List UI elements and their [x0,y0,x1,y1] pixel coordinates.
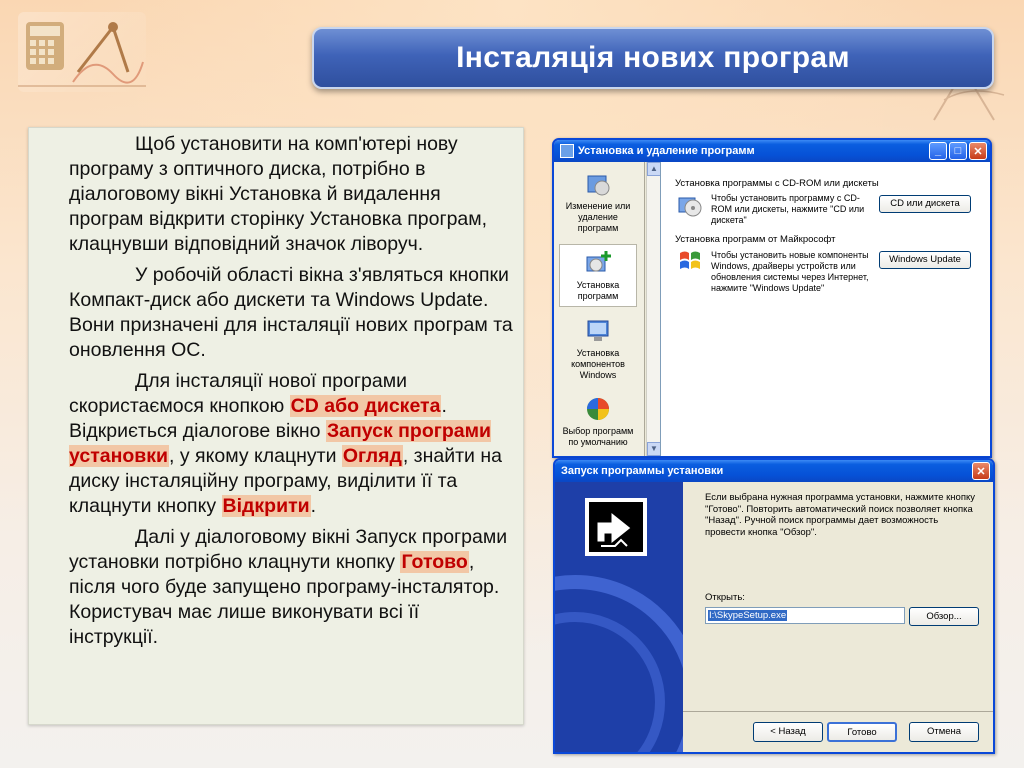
instruction-text-box [28,127,524,725]
maximize-button[interactable]: □ [949,142,967,160]
button-separator [683,711,993,712]
sidebar-item-change-remove[interactable] [559,166,637,238]
text-span: . [310,495,317,517]
ms-section-heading: Установка программ от Майкрософт [675,234,836,245]
windows-components-icon [584,317,612,345]
open-path-value: I:\SkypeSetup.exe [709,610,787,621]
window-title-bar[interactable] [555,460,993,482]
change-remove-programs-icon [584,170,612,198]
cd-section-text: Чтобы установить программу с CD-ROM или дискеты, нажмите "CD или дискета" [711,193,865,225]
windows-update-button[interactable]: Windows Update [879,251,971,269]
window-title: Установка и удаление программ [578,145,755,157]
text-span: . Відкриється діалогове вікно [69,395,447,442]
sidebar-item-label: Изменение или удаление программ [565,201,631,233]
setup-description: Если выбрана нужная программа установки, нажмите кнопку "Готово". Повторить автоматический поиск позволяет кнопка "Назад". Ручной поиск программы дает возможность провести кнопка "Обзор". [705,492,975,538]
paragraph-2: У робочій області вікна з'являться кнопки Компакт-диск або дискети та Windows Update. Вони призначені для інсталяції нових програм та оновлення ОС. [69,264,513,361]
highlight-cd-button: CD або дискета [290,395,441,417]
slide-logo [18,12,146,92]
open-label: Открыть: [705,592,745,603]
close-button[interactable]: ✕ [969,142,987,160]
open-path-input[interactable] [705,607,905,624]
cancel-button[interactable]: Отмена [909,722,979,742]
cd-or-floppy-button[interactable]: CD или дискета [879,195,971,213]
minimize-button[interactable]: _ [929,142,947,160]
paragraph-4 [69,525,513,650]
setup-wizard-art [555,482,683,752]
text-span: , після чого буде запущено програму-інсталятор. Користувач має лише виконувати всі її інструкції. [69,551,500,648]
scroll-down-icon[interactable]: ▼ [647,442,661,456]
finish-button[interactable]: Готово [827,722,897,742]
sidebar-item-add-programs[interactable] [559,244,637,307]
paragraph-1: Щоб установити на комп'ютері нову програму з оптичного диска, потрібно в діалоговому вікні Установка й видалення програм відкрити сторінку Установка програм, клацнувши відповідний значок ліворуч. [69,133,488,255]
sidebar [554,162,645,456]
windows-logo-icon [677,248,703,274]
highlight-open: Відкрити [222,495,310,517]
sidebar-scrollbar[interactable] [646,162,661,456]
browse-button[interactable]: Обзор... [909,607,979,626]
run-setup-window [553,458,995,754]
close-button[interactable]: ✕ [972,462,990,480]
dialog-body [683,482,993,752]
default-programs-icon [584,395,612,423]
sidebar-item-windows-components[interactable] [559,313,637,385]
sidebar-item-label: Выбор программ по умолчанию [562,426,634,447]
ms-section-text: Чтобы установить новые компоненты Windows, драйверы устройств или обновления системы через Интернет, нажмите "Windows Update" [711,250,869,293]
text-span: , у якому клацнути [169,445,342,467]
paragraph-3 [69,369,513,519]
highlight-finish: Готово [401,551,468,573]
text-span: , знайти на диску інсталяційну програму, виділити її та клацнути кнопку [69,445,502,517]
text-span: Далі у діалоговому вікні Запуск програми установки потрібно клацнути кнопку [69,526,508,573]
window-app-icon [560,144,574,158]
add-programs-icon [584,249,612,277]
highlight-run-setup: Запуск програми установки [69,420,492,467]
window-title: Запуск программы установки [561,465,724,477]
cd-section-heading: Установка программы с CD-ROM или дискеты [675,178,879,189]
cd-install-icon [677,192,703,218]
highlight-browse: Огляд [342,445,402,467]
sidebar-item-default-programs[interactable] [559,391,637,452]
add-remove-programs-window [552,138,992,458]
main-panel [660,162,990,456]
slide-title: Інсталяція нових програм [312,27,994,89]
sidebar-item-label: Установка компонентов Windows [571,348,625,380]
back-button[interactable]: < Назад [753,722,823,742]
scroll-up-icon[interactable]: ▲ [647,162,661,176]
window-title-bar[interactable] [554,140,990,162]
sidebar-item-label: Установка программ [576,280,620,301]
text-span: Для інсталяції нової програми скористаємося кнопкою [69,370,408,417]
